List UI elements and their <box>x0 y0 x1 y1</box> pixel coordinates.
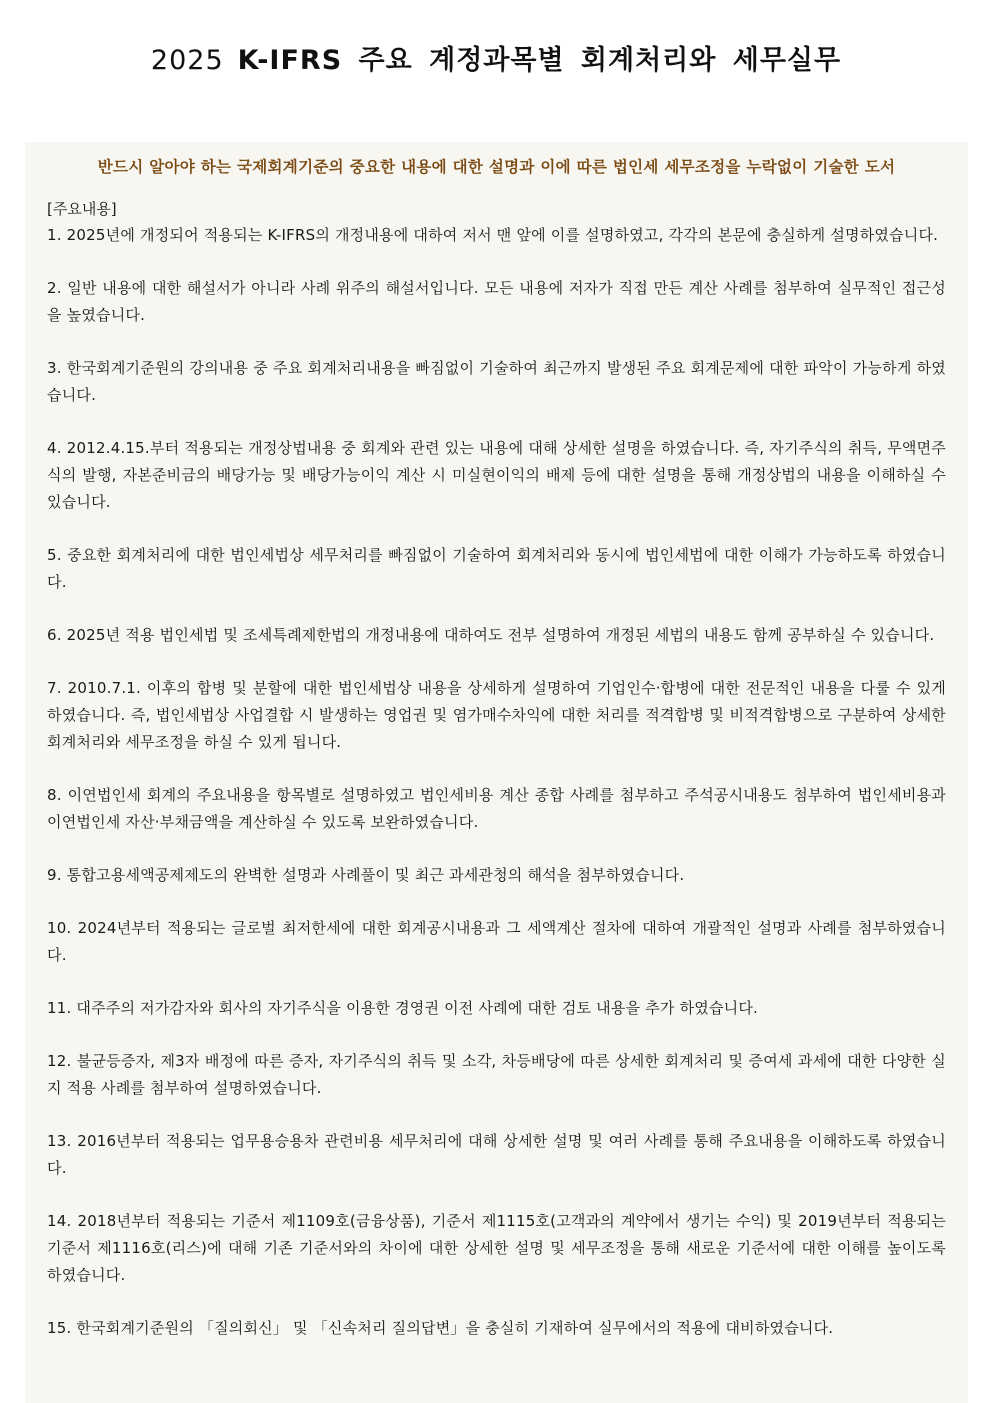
list-item: 3. 한국회계기준원의 강의내용 중 주요 회계처리내용을 빠짐없이 기술하여 최근까지 발생된 주요 회계문제에 대한 파악이 가능하게 하였습니다. <box>47 359 946 404</box>
list-item: 11. 대주주의 저가감자와 회사의 자기주식을 이용한 경영권 이전 사례에 대한 검토 내용을 추가 하였습니다. <box>47 999 758 1017</box>
list-item: 9. 통합고용세액공제제도의 완벽한 설명과 사례풀이 및 최근 과세관청의 해석을 첨부하였습니다. <box>47 866 685 884</box>
subtitle: 반드시 알아야 하는 국제회계기준의 중요한 내용에 대한 설명과 이에 따른 법인세 세무조정을 누락없이 기술한 도서 <box>97 158 896 176</box>
list-item: 12. 불균등증자, 제3자 배정에 따른 증자, 자기주식의 취득 및 소각, 차등배당에 따른 상세한 회계처리 및 증여세 과세에 대한 다양한 실지 적용 사례를 첨부하여 설명하였습니다. <box>47 1052 946 1097</box>
list-item: 10. 2024년부터 적용되는 글로벌 최저한세에 대한 회계공시내용과 그 세액계산 절차에 대하여 개괄적인 설명과 사례를 첨부하였습니다. <box>47 919 946 964</box>
title-year: 2025 <box>150 45 224 76</box>
list-item: 7. 2010.7.1. 이후의 합병 및 분할에 대한 법인세법상 내용을 상세하게 설명하여 기업인수·합병에 대한 전문적인 내용을 다룰 수 있게 하였습니다. 즉, 법인세법상 사업결합 시 발생하는 영업권 및 염가매수차익에 대한 처리를 적격합병 및 비적격합병으로 구분하여 상세한 회계처리와 세무조정을 하실 수 있게 됩니다. <box>47 679 946 751</box>
list-item: 5. 중요한 회계처리에 대한 법인세법상 세무처리를 빠짐없이 기술하여 회계처리와 동시에 법인세법에 대한 이해가 가능하도록 하였습니다. <box>47 546 946 591</box>
items-list <box>47 222 946 1342</box>
list-item: 14. 2018년부터 적용되는 기준서 제1109호(금융상품), 기준서 제1115호(고객과의 계약에서 생기는 수익) 및 2019년부터 적용되는 기준서 제1116호(리스)에 대해 기존 기준서와의 차이에 대한 상세한 설명 및 세무조정을 통해 새로운 기준서에 대한 이해를 높이도록 하였습니다. <box>47 1212 946 1284</box>
list-item: 1. 2025년에 개정되어 적용되는 K-IFRS의 개정내용에 대하여 저서 맨 앞에 이를 설명하였고, 각각의 본문에 충실하게 설명하였습니다. <box>47 226 939 244</box>
section-label: [주요내용] <box>47 200 117 218</box>
list-item: 13. 2016년부터 적용되는 업무용승용차 관련비용 세무처리에 대해 상세한 설명 및 여러 사례를 통해 주요내용을 이해하도록 하였습니다. <box>47 1132 946 1177</box>
page-title <box>0 38 992 77</box>
list-item: 4. 2012.4.15.부터 적용되는 개정상법내용 중 회계와 관련 있는 내용에 대해 상세한 설명을 하였습니다. 즉, 자기주식의 취득, 무액면주식의 발행, 자본준비금의 배당가능 및 배당가능이익 계산 시 미실현이익의 배제 등에 대한 설명을 통해 개정상법의 내용을 이해하실 수 있습니다. <box>47 439 946 511</box>
content-box <box>25 142 968 1403</box>
title-text: K-IFRS 주요 계정과목별 회계처리와 세무실무 <box>237 45 842 76</box>
list-item: 15. 한국회계기준원의 「질의회신」 및 「신속처리 질의답변」을 충실히 기재하여 실무에서의 적용에 대비하였습니다. <box>47 1319 834 1337</box>
list-item: 6. 2025년 적용 법인세법 및 조세특례제한법의 개정내용에 대하여도 전부 설명하여 개정된 세법의 내용도 함께 공부하실 수 있습니다. <box>47 626 935 644</box>
list-item: 2. 일반 내용에 대한 해설서가 아니라 사례 위주의 해설서입니다. 모든 내용에 저자가 직접 만든 계산 사례를 첨부하여 실무적인 접근성을 높였습니다. <box>47 279 946 324</box>
list-item: 8. 이연법인세 회계의 주요내용을 항목별로 설명하였고 법인세비용 계산 종합 사례를 첨부하고 주석공시내용도 첨부하여 법인세비용과 이연법인세 자산·부채금액을 계산하실 수 있도록 보완하였습니다. <box>47 786 946 831</box>
